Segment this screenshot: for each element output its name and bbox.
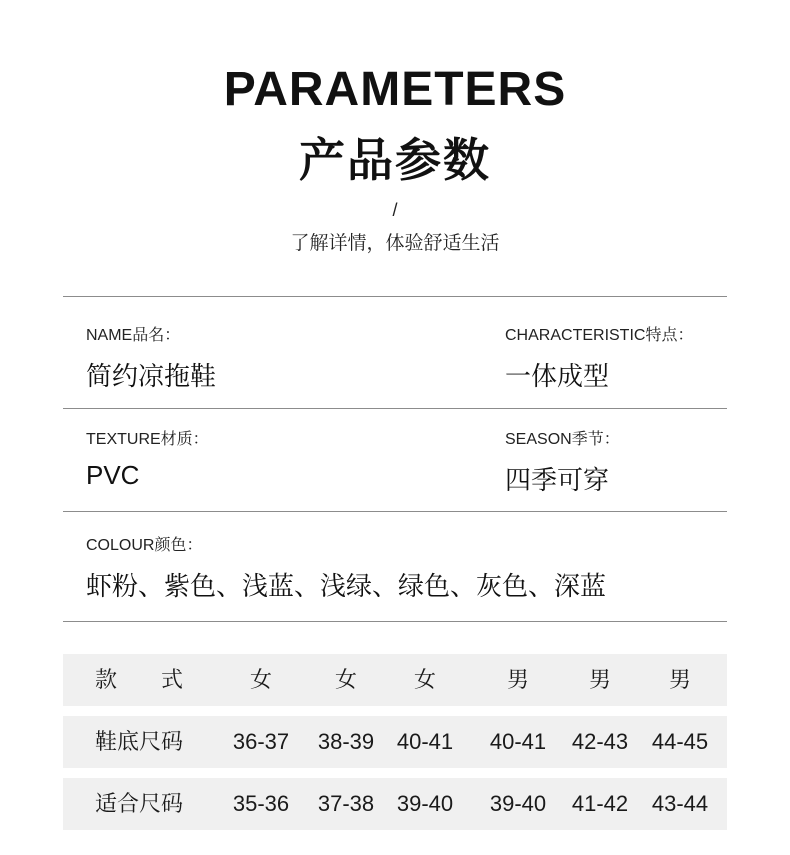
size-row-fit	[63, 778, 727, 830]
table-cell: 女	[334, 667, 358, 692]
table-cell: 男	[588, 667, 612, 692]
divider-line-2	[63, 408, 727, 409]
size-row-style	[63, 654, 727, 706]
table-cell: 女	[413, 667, 437, 692]
page-title-zh: 产品参数	[299, 134, 491, 186]
name-value: 简约凉拖鞋	[86, 361, 217, 391]
characteristic-value: 一体成型	[505, 361, 610, 391]
divider-line-1	[63, 296, 727, 297]
divider-line-3	[63, 511, 727, 512]
table-cell: 37-38	[317, 791, 375, 816]
page-title-en: PARAMETERS	[223, 63, 567, 116]
table-cell: 男	[506, 667, 530, 692]
table-cell: 36-37	[232, 729, 290, 754]
size-row-sole	[63, 716, 727, 768]
table-cell: 42-43	[571, 729, 629, 754]
colour-value: 虾粉、紫色、浅蓝、浅绿、绿色、灰色、深蓝	[86, 571, 607, 601]
table-cell: 39-40	[489, 791, 547, 816]
row-header: 鞋底尺码	[95, 729, 184, 754]
colour-label: COLOUR颜色：	[86, 537, 203, 554]
table-cell: 44-45	[651, 729, 709, 754]
table-cell: 35-36	[232, 791, 290, 816]
name-label: NAME品名：	[86, 327, 181, 344]
table-cell: 38-39	[317, 729, 375, 754]
row-header: 适合尺码	[95, 791, 184, 816]
table-cell: 43-44	[651, 791, 709, 816]
texture-label: TEXTURE材质：	[86, 431, 209, 448]
row-header: 款 式	[95, 667, 184, 692]
table-cell: 女	[249, 667, 273, 692]
texture-value: PVC	[86, 460, 140, 490]
page-subtitle: 了解详情，体验舒适生活	[290, 233, 500, 254]
table-cell: 40-41	[396, 729, 454, 754]
slash-divider: /	[392, 200, 398, 220]
table-cell: 男	[668, 667, 692, 692]
table-cell: 40-41	[489, 729, 547, 754]
characteristic-label: CHARACTERISTIC特点：	[505, 327, 694, 344]
table-cell: 41-42	[571, 791, 629, 816]
season-value: 四季可穿	[505, 465, 610, 495]
table-cell: 39-40	[396, 791, 454, 816]
divider-line-4	[63, 621, 727, 622]
season-label: SEASON季节：	[505, 431, 620, 448]
